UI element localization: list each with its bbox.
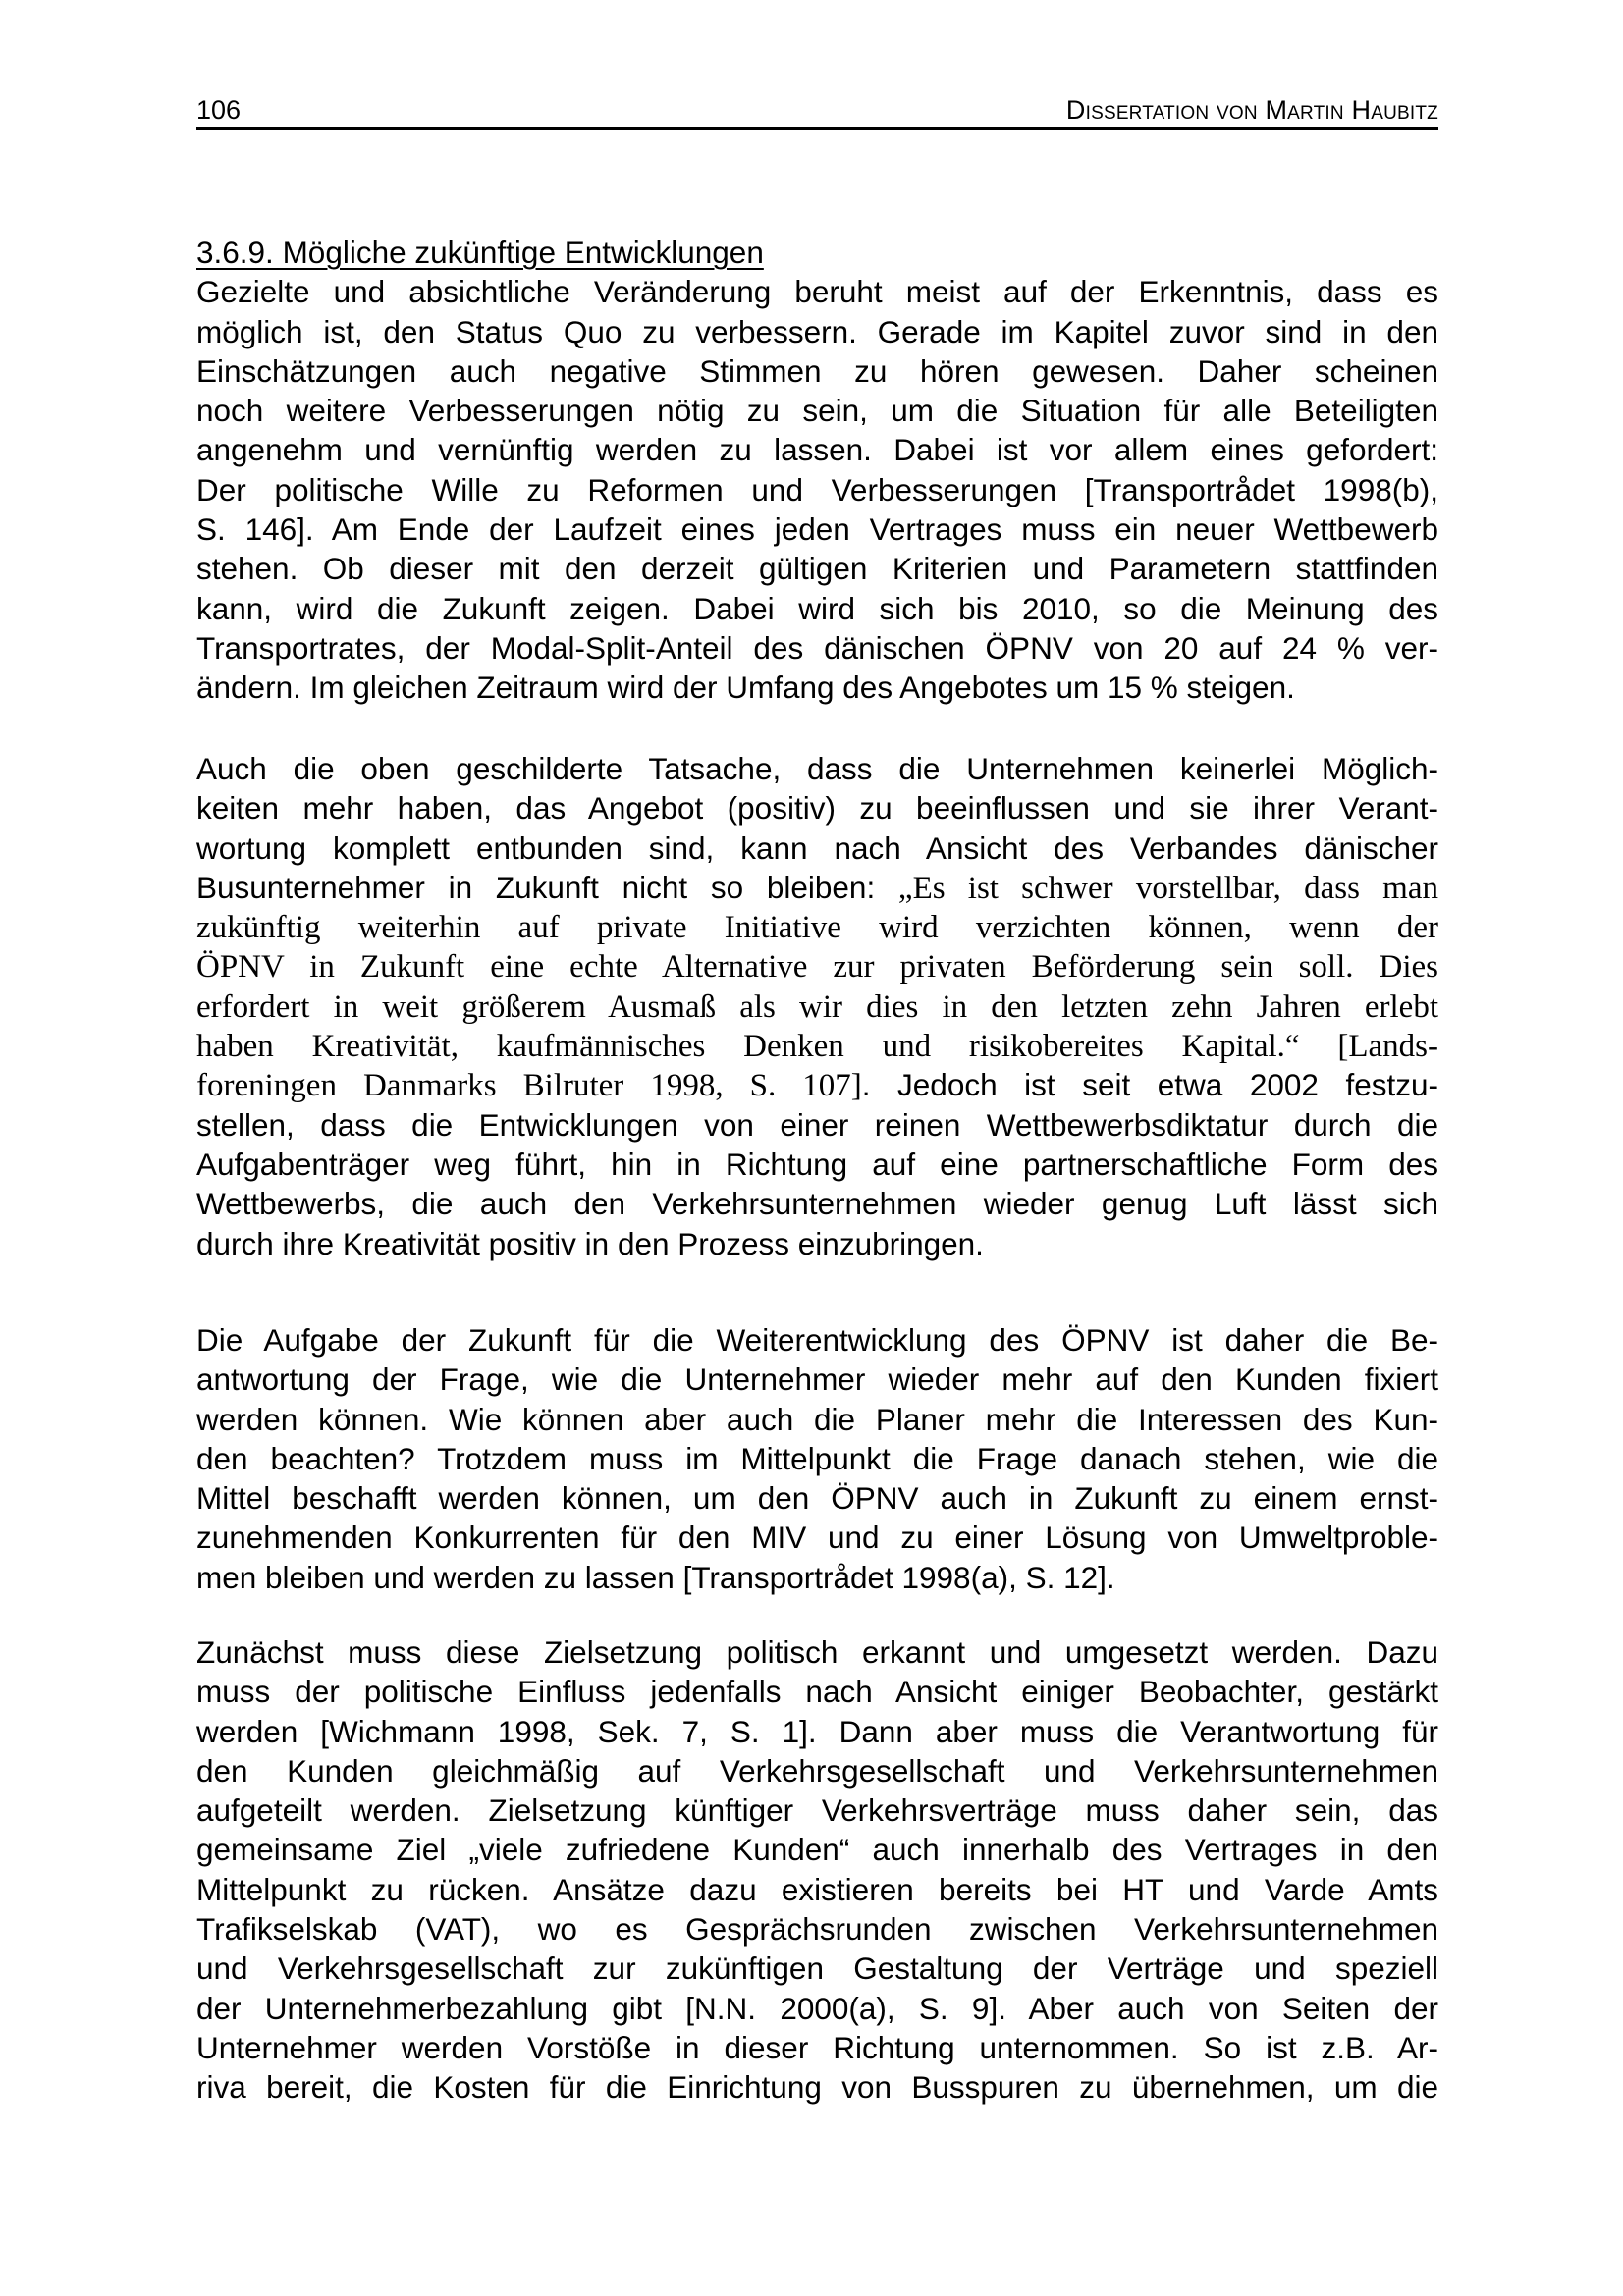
text-line bbox=[196, 391, 1438, 430]
text-line bbox=[196, 946, 1438, 986]
text-line bbox=[196, 828, 1438, 868]
body-text: Die Aufgabe der Zukunft für die Weiterentwicklung des ÖPNV ist daher die Be- bbox=[196, 1322, 1438, 1358]
paragraph-2 bbox=[196, 749, 1438, 1263]
body-text: gemeinsame Ziel „viele zufriedene Kunden“ auch innerhalb des Vertrages in den bbox=[196, 1832, 1438, 1868]
body-text: möglich ist, den Status Quo zu verbessern. Gerade im Kapitel zuvor sind in den bbox=[196, 313, 1438, 349]
text-line bbox=[196, 1478, 1438, 1518]
body-text: Mittel beschafft werden können, um den ÖPNV auch in Zukunft zu einem ernst- bbox=[196, 1480, 1438, 1517]
text-line bbox=[196, 1672, 1438, 1711]
body-text: den beachten? Trotzdem muss im Mittelpunkt die Frage danach stehen, wie die bbox=[196, 1440, 1438, 1476]
text-line bbox=[196, 1830, 1438, 1869]
text-line bbox=[196, 1949, 1438, 1988]
text-line bbox=[196, 2067, 1438, 2107]
text-line bbox=[196, 1439, 1438, 1478]
quotation-text: ÖPNV in Zukunft eine echte Alternative zur privaten Beförderung sein soll. Dies bbox=[196, 949, 1438, 986]
body-text: stehen. Ob dieser mit den derzeit gültigen Kriterien und Parametern stattfinden bbox=[196, 551, 1438, 587]
body-text: keiten mehr haben, das Angebot (positiv) zu beeinflussen und sie ihrer Verant- bbox=[196, 790, 1438, 827]
body-text: angenehm und vernünftig werden zu lassen. Dabei ist vor allem eines gefordert: bbox=[196, 432, 1438, 468]
body-text: zunehmenden Konkurrenten für den MIV und zu einer Lösung von Umweltproble- bbox=[196, 1520, 1438, 1556]
body-text: Gezielte und absichtliche Veränderung beruht meist auf der Erkenntnis, dass es bbox=[196, 274, 1438, 310]
quotation-text: zukünftig weiterhin auf private Initiative wird verzichten können, wenn der bbox=[196, 910, 1438, 946]
body-text: . Jedoch ist seit etwa 2002 festzu- bbox=[861, 1067, 1438, 1103]
body-text: aufgeteilt werden. Zielsetzung künftiger Verkehrsverträge muss daher sein, das bbox=[196, 1792, 1438, 1829]
text-line bbox=[196, 430, 1438, 469]
body-text: Unternehmer werden Vorstöße in dieser Richtung unternommen. So ist z.B. Ar- bbox=[196, 2029, 1438, 2065]
paragraph-4 bbox=[196, 1632, 1438, 2108]
body-text: S. 146]. Am Ende der Laufzeit eines jeden Vertrages muss ein neuer Wettbewerb bbox=[196, 511, 1438, 548]
paragraph-3 bbox=[196, 1320, 1438, 1597]
text-line bbox=[196, 907, 1438, 946]
text-line bbox=[196, 1558, 1438, 1597]
body-text: Auch die oben geschilderte Tatsache, dass die Unternehmen keinerlei Möglich- bbox=[196, 751, 1438, 786]
body-text: durch ihre Kreativität positiv in den Prozess einzubringen. bbox=[196, 1225, 984, 1261]
text-line bbox=[196, 628, 1438, 667]
quotation-text: haben Kreativität, kaufmännisches Denken und risikobereites Kapital.“ [Lands- bbox=[196, 1029, 1438, 1065]
text-line bbox=[196, 351, 1438, 391]
text-line bbox=[196, 509, 1438, 549]
text-line bbox=[196, 1989, 1438, 2028]
body-text: muss der politische Einfluss jedenfalls nach Ansicht einiger Beobachter, gestärkt bbox=[196, 1674, 1438, 1710]
text-line bbox=[196, 1518, 1438, 1557]
text-line bbox=[196, 1145, 1438, 1184]
text-line bbox=[196, 868, 1438, 907]
body-text: antwortung der Frage, wie die Unternehmer wieder mehr auf den Kunden fixiert bbox=[196, 1362, 1438, 1398]
running-title: Dissertation von Martin Haubitz bbox=[1065, 95, 1438, 125]
body-text: Transportrates, der Modal-Split-Anteil des dänischen ÖPNV von 20 auf 24 % ver- bbox=[196, 629, 1438, 666]
text-line bbox=[196, 1632, 1438, 1672]
page-number: 106 bbox=[196, 95, 242, 125]
body-text: Aufgabenträger weg führt, hin in Richtung auf eine partnerschaftliche Form des bbox=[196, 1146, 1438, 1182]
quotation-text: foreningen Danmarks Bilruter 1998, S. 107] bbox=[196, 1068, 862, 1104]
body-text: Einschätzungen auch negative Stimmen zu hören gewesen. Daher scheinen bbox=[196, 352, 1438, 389]
page-header bbox=[196, 94, 1438, 130]
body-text: Mittelpunkt zu rücken. Ansätze dazu existieren bereits bei HT und Varde Amts bbox=[196, 1871, 1438, 1907]
text-line bbox=[196, 1026, 1438, 1065]
text-line bbox=[196, 1909, 1438, 1949]
body-text: und Verkehrsgesellschaft zur zukünftigen Gestaltung der Verträge und speziell bbox=[196, 1950, 1438, 1987]
text-line bbox=[196, 1751, 1438, 1790]
body-text: ändern. Im gleichen Zeitraum wird der Umfang des Angebotes um 15 % steigen. bbox=[196, 669, 1295, 706]
paragraph-1 bbox=[196, 233, 1438, 708]
body-text: werden können. Wie können aber auch die Planer mehr die Interessen des Kun- bbox=[196, 1401, 1438, 1437]
text-line bbox=[196, 1065, 1438, 1104]
body-text: kann, wird die Zukunft zeigen. Dabei wird sich bis 2010, so die Meinung des bbox=[196, 590, 1438, 626]
text-line bbox=[196, 1870, 1438, 1909]
text-line bbox=[196, 589, 1438, 628]
text-line bbox=[196, 312, 1438, 351]
text-line bbox=[196, 1712, 1438, 1751]
quotation-text: „Es ist schwer vorstellbar, dass man bbox=[897, 870, 1438, 906]
text-line bbox=[196, 1224, 1438, 1263]
text-line bbox=[196, 470, 1438, 509]
text-line bbox=[196, 667, 1438, 707]
body-text: men bleiben und werden zu lassen [Transportrådet 1998(a), S. 12]. bbox=[196, 1559, 1115, 1595]
text-line bbox=[196, 987, 1438, 1026]
body-text: den Kunden gleichmäßig auf Verkehrsgesellschaft und Verkehrsunternehmen bbox=[196, 1752, 1438, 1789]
text-line bbox=[196, 749, 1438, 788]
quotation-text: erfordert in weit größerem Ausmaß als wir dies in den letzten zehn Jahren erlebt bbox=[196, 988, 1438, 1025]
body-text: wortung komplett entbunden sind, kann nach Ansicht des Verbandes dänischer bbox=[196, 829, 1438, 866]
text-line bbox=[196, 788, 1438, 828]
text-line bbox=[196, 1360, 1438, 1399]
body-text: der Unternehmerbezahlung gibt [N.N. 2000(a), S. 9]. Aber auch von Seiten der bbox=[196, 1990, 1438, 2026]
body-text: werden [Wichmann 1998, Sek. 7, S. 1]. Dann aber muss die Verantwortung für bbox=[196, 1713, 1438, 1749]
body-text: Zunächst muss diese Zielsetzung politisch erkannt und umgesetzt werden. Dazu bbox=[196, 1634, 1438, 1670]
body-text: Trafikselskab (VAT), wo es Gesprächsrunden zwischen Verkehrsunternehmen bbox=[196, 1911, 1438, 1948]
text-line bbox=[196, 2028, 1438, 2067]
body-text: noch weitere Verbesserungen nötig zu sein, um die Situation für alle Beteiligten bbox=[196, 393, 1438, 429]
body-text: Wettbewerbs, die auch den Verkehrsunternehmen wieder genug Luft lässt sich bbox=[196, 1186, 1438, 1222]
text-line bbox=[196, 1400, 1438, 1439]
text-line bbox=[196, 1105, 1438, 1145]
section-heading: 3.6.9. Mögliche zukünftige Entwicklungen bbox=[196, 235, 764, 270]
text-line bbox=[196, 549, 1438, 588]
body-text: Der politische Wille zu Reformen und Verbesserungen [Transportrådet 1998(b), bbox=[196, 471, 1438, 507]
body-text: riva bereit, die Kosten für die Einrichtung von Busspuren zu übernehmen, um die bbox=[196, 2069, 1438, 2106]
text-line bbox=[196, 1790, 1438, 1830]
body-text: stellen, dass die Entwicklungen von einer reinen Wettbewerbsdiktatur durch die bbox=[196, 1106, 1438, 1143]
text-line bbox=[196, 272, 1438, 311]
text-line bbox=[196, 1320, 1438, 1360]
text-line bbox=[196, 1184, 1438, 1223]
body-text: Busunternehmer in Zukunft nicht so bleiben: bbox=[196, 869, 898, 905]
